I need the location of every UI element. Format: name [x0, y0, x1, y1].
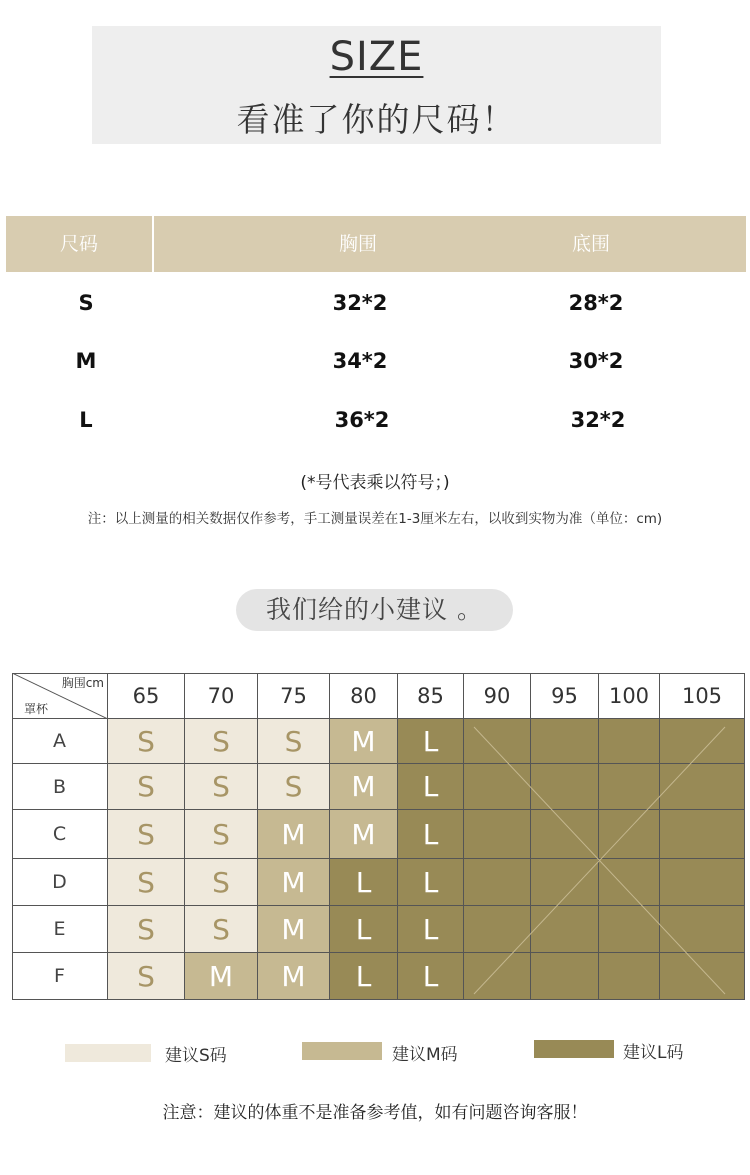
footer-note: 注意：建议的体重不是准备参考值，如有问题咨询客服！ — [162, 1103, 588, 1123]
suggestion-cell-s: S — [108, 810, 185, 859]
row-label-D: D — [12, 859, 108, 906]
column-header-105: 105 — [660, 673, 745, 719]
underband-header-cell: 底围 — [571, 233, 610, 255]
suggestion-cell-l: L — [330, 906, 398, 953]
size-table-row — [6, 283, 746, 323]
chest-header-cell: 胸围 — [338, 233, 377, 255]
suggestion-cell-s: S — [108, 953, 185, 1000]
suggestion-cell-m: M — [330, 764, 398, 810]
column-header-100: 100 — [599, 673, 660, 719]
suggestion-cell-m: M — [185, 953, 258, 1000]
suggestion-cell-s: S — [185, 764, 258, 810]
suggestion-heading: 我们给的小建议 。 — [236, 589, 513, 631]
not-available-cross — [464, 719, 745, 1000]
legend-label-s: 建议S码 — [165, 1046, 227, 1066]
suggestion-cell-s: S — [108, 859, 185, 906]
row-label-C: C — [12, 810, 108, 859]
column-header-65: 65 — [108, 673, 185, 719]
corner-chest-label: 胸围cm — [61, 676, 104, 690]
underband-cell: 32*2 — [570, 408, 626, 432]
chest-cell: 36*2 — [334, 408, 390, 432]
suggestion-cell-s: S — [185, 906, 258, 953]
row-label-A: A — [12, 719, 108, 764]
suggestion-cell-s: S — [185, 810, 258, 859]
suggestion-cell-l: L — [330, 859, 398, 906]
underband-cell: 28*2 — [568, 291, 624, 315]
suggestion-cell-s: S — [258, 764, 330, 810]
suggestion-cell-l: L — [398, 906, 464, 953]
suggestion-cell-l: L — [330, 953, 398, 1000]
suggestion-cell-m: M — [330, 719, 398, 764]
suggestion-cell-m: M — [330, 810, 398, 859]
size-header-cell: 尺码 — [59, 233, 98, 255]
suggestion-cell-s: S — [108, 906, 185, 953]
suggestion-cell-s: S — [185, 719, 258, 764]
suggestion-cell-s: S — [258, 719, 330, 764]
column-header-75: 75 — [258, 673, 330, 719]
row-label-E: E — [12, 906, 108, 953]
underband-cell: 30*2 — [568, 349, 624, 373]
suggestion-cell-l: L — [398, 859, 464, 906]
banner-title: SIZE — [329, 34, 424, 80]
measurement-note: 注：以上测量的相关数据仅作参考，手工测量误差在1-3厘米左右，以收到实物为准（单位：cm) — [87, 511, 663, 527]
suggestion-cell-s: S — [108, 719, 185, 764]
suggestion-cell-l: L — [398, 810, 464, 859]
suggestion-cell-l: L — [398, 719, 464, 764]
legend-label-m: 建议M码 — [392, 1045, 458, 1065]
column-header-90: 90 — [464, 673, 531, 719]
size-suggestion-grid — [12, 673, 745, 1001]
suggestion-cell-s: S — [185, 859, 258, 906]
size-banner — [92, 26, 661, 144]
suggestion-cell-m: M — [258, 906, 330, 953]
corner-cup-label: 罩杯 — [24, 702, 49, 716]
legend-swatch-s — [65, 1044, 151, 1062]
suggestion-cell-l: L — [398, 764, 464, 810]
size-table-row — [6, 341, 746, 381]
suggestion-cell-m: M — [258, 953, 330, 1000]
row-label-B: B — [12, 764, 108, 810]
suggestion-cell-m: M — [258, 859, 330, 906]
grid-corner-cell — [12, 673, 108, 719]
size-cell: S — [78, 291, 94, 315]
legend-swatch-l — [534, 1040, 614, 1058]
size-table-row — [6, 400, 746, 440]
header-divider — [152, 216, 154, 272]
column-header-85: 85 — [398, 673, 464, 719]
column-header-80: 80 — [330, 673, 398, 719]
suggestion-cell-m: M — [258, 810, 330, 859]
banner-subtitle: 看准了你的尺码！ — [236, 100, 517, 139]
chest-cell: 32*2 — [332, 291, 388, 315]
legend-swatch-m — [302, 1042, 382, 1060]
suggestion-cell-s: S — [108, 764, 185, 810]
size-table-header — [6, 216, 746, 272]
size-cell: L — [79, 408, 93, 432]
size-cell: M — [75, 349, 97, 373]
suggestion-cell-l: L — [398, 953, 464, 1000]
row-label-F: F — [12, 953, 108, 1000]
column-header-95: 95 — [531, 673, 599, 719]
column-header-70: 70 — [185, 673, 258, 719]
chest-cell: 34*2 — [332, 349, 388, 373]
legend-label-l: 建议L码 — [623, 1043, 684, 1063]
multiply-sign-note: (*号代表乘以符号；) — [300, 473, 450, 493]
